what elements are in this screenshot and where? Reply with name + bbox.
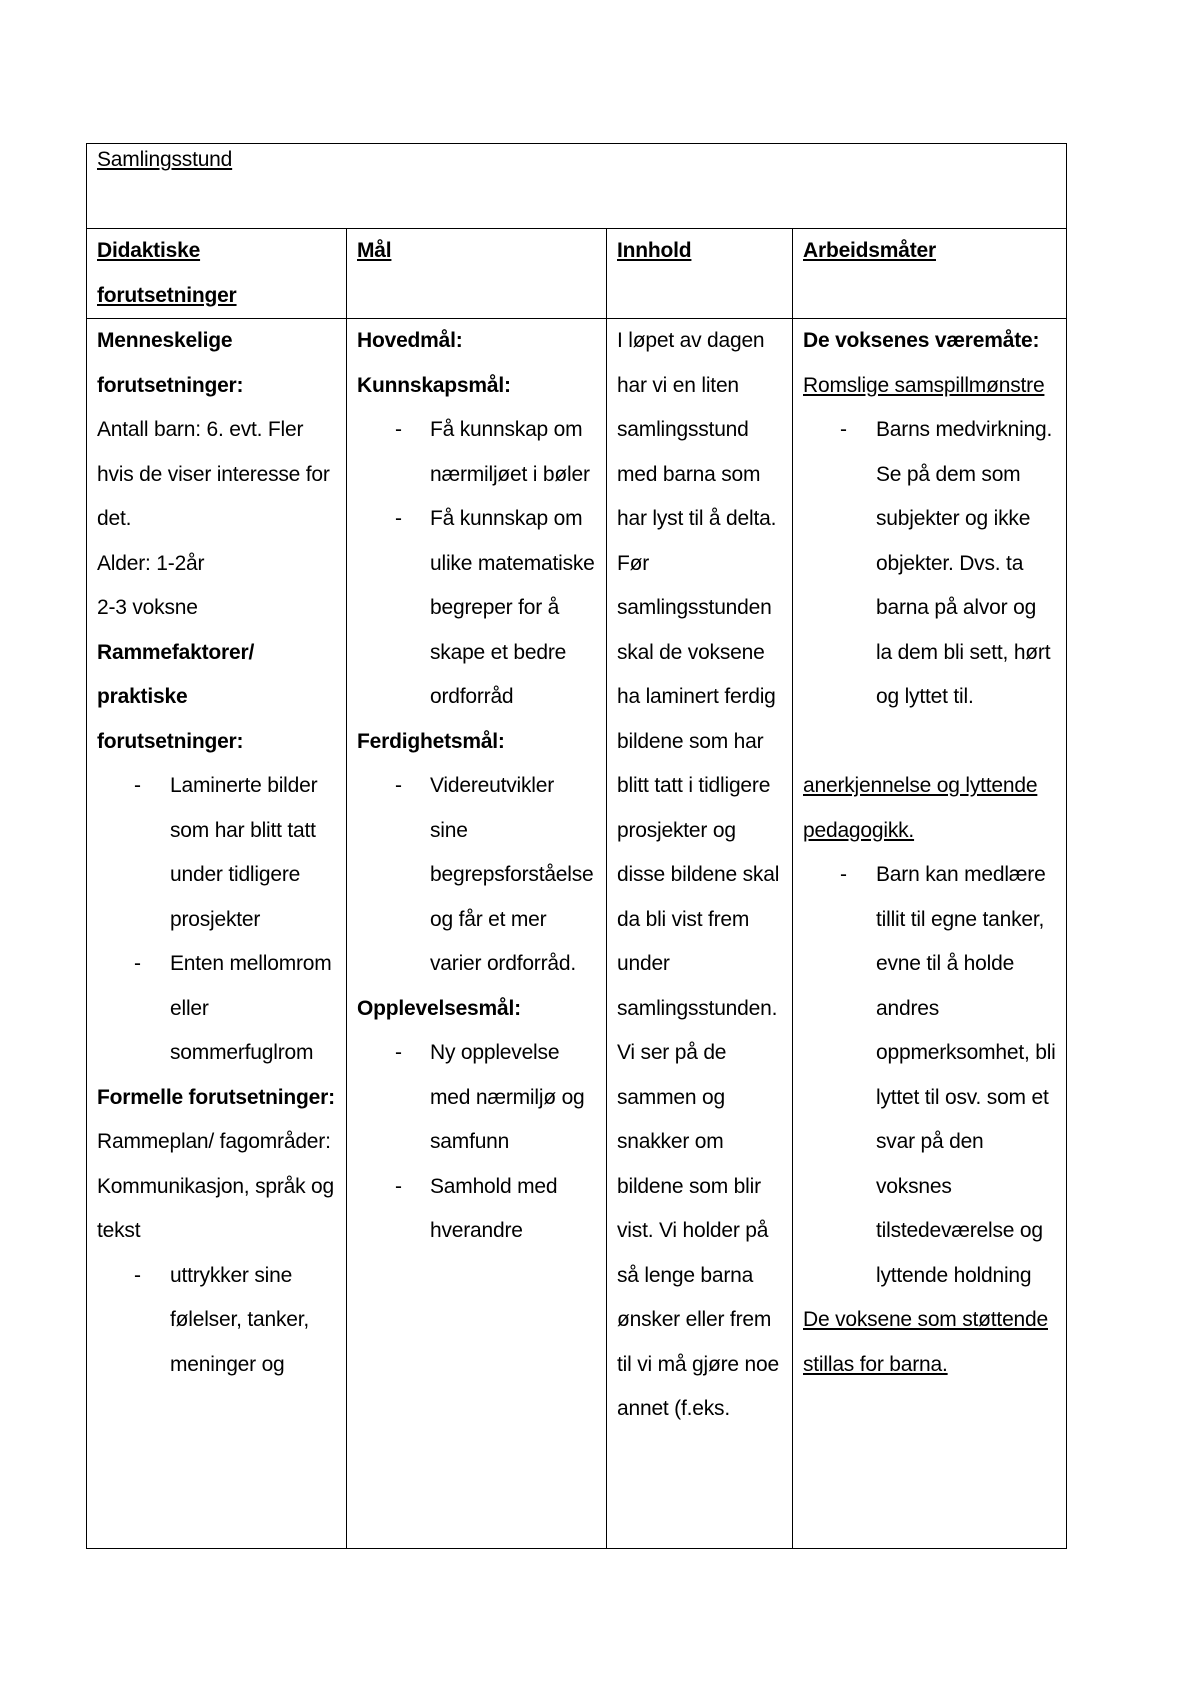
underlined-subheading: anerkjennelse og lyttende pedagogikk.: [803, 774, 1038, 842]
list-item: [357, 764, 596, 987]
paragraph: Alder: 1-2år: [97, 551, 205, 575]
list-item-text: Få kunnskap om nærmiljøet i bøler: [430, 418, 590, 486]
title-cell: [87, 144, 1067, 229]
header-cell-innhold: [607, 229, 793, 319]
dash-bullet-icon: -: [840, 418, 847, 441]
header-innhold: Innhold: [617, 239, 692, 262]
list-item-text: Laminerte bilder som har blitt tatt under tidligere prosjekter: [170, 774, 318, 931]
mal-cell: [347, 319, 607, 1549]
didaktiske-cell: [87, 319, 347, 1549]
list-item: [357, 408, 596, 497]
list-item-text: Barns medvirkning. Se på dem som subjekter og ikke objekter. Dvs. ta barna på alvor og la dem bli sett, hørt og lyttet til.: [876, 418, 1053, 708]
header-mal: Mål: [357, 239, 392, 262]
arbeidsmater-cell: [793, 319, 1067, 1549]
dash-bullet-icon: -: [134, 1263, 141, 1287]
dash-bullet-icon: -: [395, 1041, 402, 1064]
section-heading: Ferdighetsmål:: [357, 729, 505, 753]
section-heading: Hovedmål:: [357, 329, 463, 352]
innhold-cell: [607, 319, 793, 1549]
list-item: [357, 1031, 596, 1165]
section-heading: Kunnskapsmål:: [357, 373, 511, 397]
didaktiske-content: [97, 319, 336, 1387]
dash-bullet-icon: -: [134, 774, 141, 797]
dash-bullet-icon: -: [134, 952, 141, 975]
dash-bullet-icon: -: [395, 418, 402, 441]
arbeidsmater-content: [803, 319, 1056, 1387]
list-item-text: Samhold med hverandre: [430, 1174, 558, 1242]
list-item: [97, 764, 336, 942]
lesson-plan-table: [86, 143, 1067, 1549]
dash-bullet-icon: -: [395, 1174, 402, 1198]
header-cell-arbeidsmater: [793, 229, 1067, 319]
header-cell-didaktiske: [87, 229, 347, 319]
paragraph: Rammeplan/ fagområder: Kommunikasjon, språk og tekst: [97, 1130, 335, 1242]
dash-bullet-icon: -: [395, 507, 402, 530]
section-heading: Menneskelige forutsetninger:: [97, 329, 244, 397]
list-item: [357, 497, 596, 720]
list-item-text: uttrykker sine følelser, tanker, meninger og: [170, 1263, 309, 1376]
section-heading: Formelle forutsetninger:: [97, 1085, 335, 1109]
blank-line: [803, 720, 1056, 765]
dash-bullet-icon: -: [840, 863, 847, 886]
list-item: [803, 853, 1056, 1298]
header-cell-mal: [347, 229, 607, 319]
dash-bullet-icon: -: [395, 774, 402, 797]
list-item-text: Barn kan medlære tillit til egne tanker, evne til å holde andres oppmerksomhet, bli lyttet til osv. som et svar på den voksnes tilstedeværelse og lyttende holdning: [876, 863, 1056, 1287]
section-heading: Rammefaktorer/ praktiske forutsetninger:: [97, 640, 255, 753]
underlined-subheading: Romslige samspillmønstre: [803, 373, 1045, 397]
list-item-text: Ny opplevelse med nærmiljø og samfunn: [430, 1041, 585, 1153]
table-title: Samlingsstund: [97, 148, 233, 171]
list-item: [97, 1254, 336, 1388]
list-item-text: Videreutvikler sine begrepsforståelse og får et mer varier ordforråd.: [430, 774, 594, 975]
header-didaktiske: Didaktiske forutsetninger: [97, 239, 237, 307]
list-item-text: Få kunnskap om ulike matematiske begreper for å skape et bedre ordforråd: [430, 507, 595, 708]
list-item: [803, 408, 1056, 720]
mal-content: [357, 319, 596, 1254]
list-item: [97, 942, 336, 1076]
paragraph: Antall barn: 6. evt. Fler hvis de viser interesse for det.: [97, 418, 330, 530]
paragraph: 2-3 voksne: [97, 596, 198, 619]
section-heading: De voksenes væremåte:: [803, 329, 1040, 352]
list-item: [357, 1165, 596, 1254]
section-heading: Opplevelsesmål:: [357, 996, 521, 1020]
underlined-subheading: De voksene som støttende stillas for barna.: [803, 1308, 1048, 1376]
header-arbeidsmater: Arbeidsmåter: [803, 239, 936, 262]
innhold-text: I løpet av dagen har vi en liten samlingsstund med barna som har lyst til å delta. Før samlingsstunden skal de voksene ha laminert ferdig bildene som har blitt tatt i tidligere prosjekter og disse bildene skal da bli vist frem under samlingsstunden. Vi ser på de sammen og snakker om bildene som blir vist. Vi holder på så lenge barna ønsker eller frem til vi må gjøre noe annet (f.eks.: [617, 329, 780, 1420]
list-item-text: Enten mellomrom eller sommerfuglrom: [170, 952, 332, 1064]
